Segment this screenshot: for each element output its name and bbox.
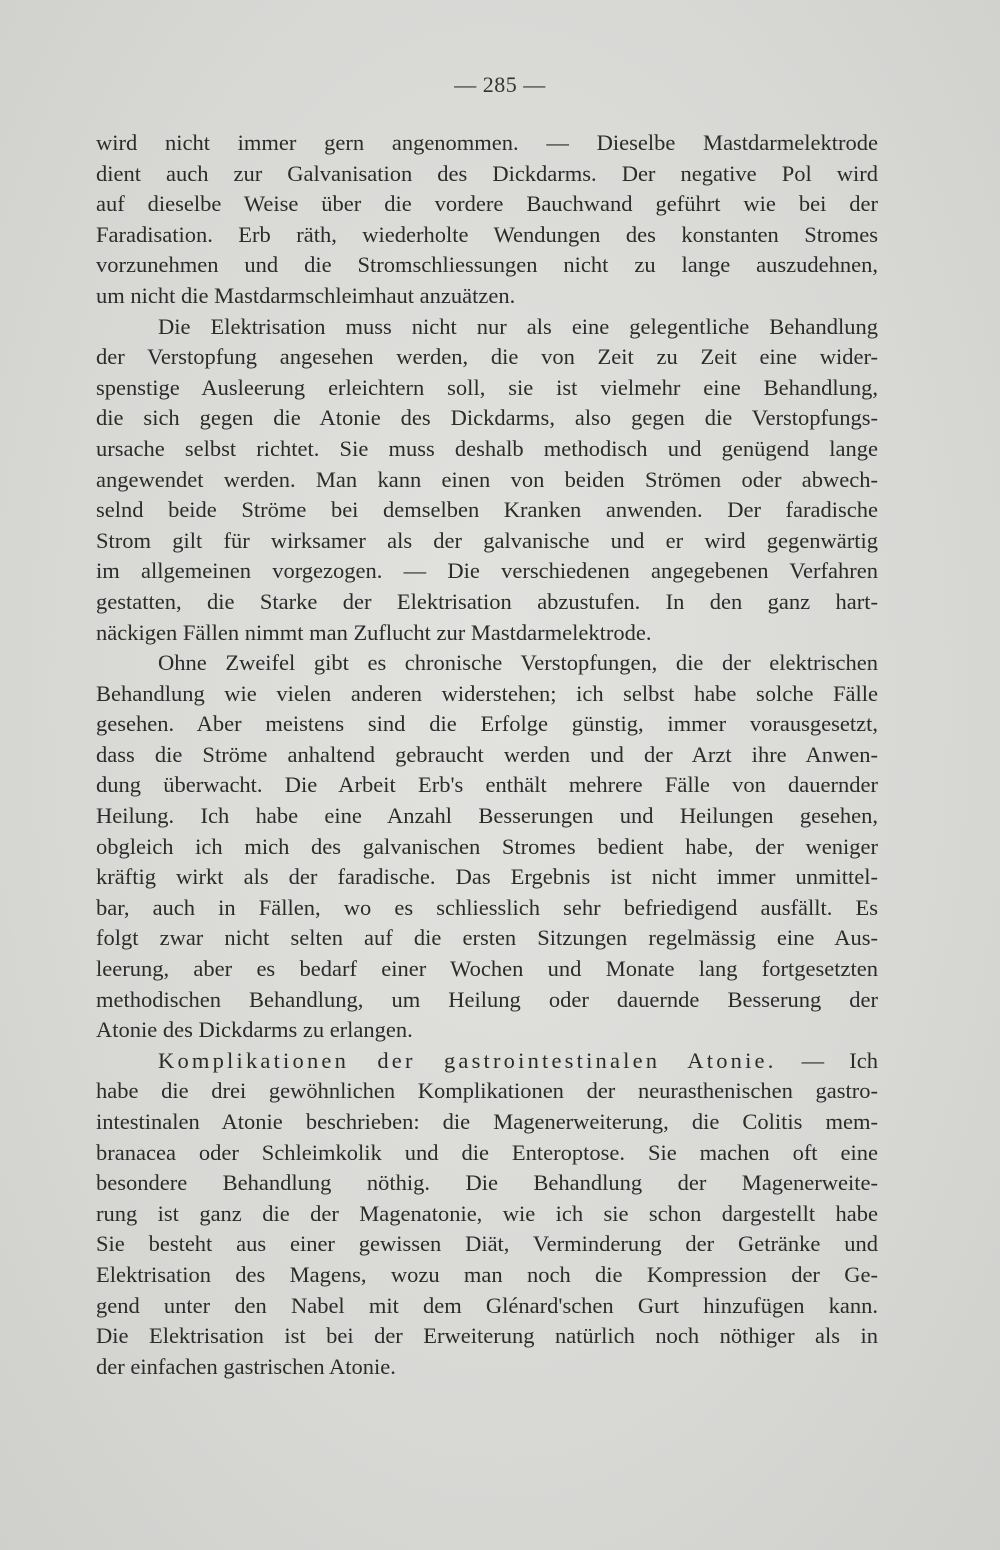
paragraph-3 [96,648,878,1046]
text-line: Heilung. Ich habe eine Anzahl Besserungen und Heilungen gesehen, [96,803,878,829]
body-text [96,128,878,1382]
text-line: angewendet werden. Man kann einen von beiden Strömen oder abwech- [96,466,878,492]
text-line: folgt zwar nicht selten auf die ersten Sitzungen regelmässig eine Aus- [96,925,878,951]
text-line: dass die Ströme anhaltend gebraucht werden und der Arzt ihre Anwen- [96,741,878,767]
text-line: methodischen Behandlung, um Heilung oder dauernde Besserung der [96,986,878,1012]
text-line: branacea oder Schleimkolik und die Enteroptose. Sie machen oft eine [96,1139,878,1165]
text-line: wird nicht immer gern angenommen. — Dieselbe Mastdarmelektrode [96,130,878,155]
text-line: habe die drei gewöhnlichen Komplikationen der neurasthenischen gastro- [96,1078,878,1104]
text-line: Ohne Zweifel gibt es chronische Verstopfungen, die der elektrischen [158,650,878,676]
paragraph-2 [96,312,878,649]
text-line: bar, auch in Fällen, wo es schliesslich sehr befriedigend ausfällt. Es [96,894,878,920]
text-line: Faradisation. Erb räth, wiederholte Wendungen des konstanten Stromes [96,221,878,247]
text-line: die sich gegen die Atonie des Dickdarms, also gegen die Verstopfungs- [96,405,878,431]
text-line: besondere Behandlung nöthig. Die Behandlung der Magenerweite- [96,1170,878,1196]
text-line: Die Elektrisation muss nicht nur als eine gelegentliche Behandlung [158,313,878,339]
text-line: Atonie des Dickdarms zu erlangen. [96,1017,413,1043]
text-line: im allgemeinen vorgezogen. — Die verschiedenen angegebenen Verfahren [96,558,878,584]
text-line: dung überwacht. Die Arbeit Erb's enthält mehrere Fälle von dauernder [96,772,878,798]
text-line: Elektrisation des Magens, wozu man noch die Kompression der Ge- [96,1261,878,1287]
text-line: selnd beide Ströme bei demselben Kranken anwenden. Der faradische [96,497,878,523]
text-line: gend unter den Nabel mit dem Glénard'schen Gurt hinzufügen kann. [96,1292,878,1318]
text-line: Sie besteht aus einer gewissen Diät, Verminderung der Getränke und [96,1231,878,1257]
text-line: obgleich ich mich des galvanischen Stromes bedient habe, der weniger [96,833,878,859]
text-line: Behandlung wie vielen anderen widerstehen; ich selbst habe solche Fälle [96,680,878,706]
text-line: vorzunehmen und die Stromschliessungen nicht zu lange auszudehnen, [96,252,878,278]
paragraph-1 [96,128,878,312]
paragraph-4 [96,1046,878,1383]
text-line: um nicht die Mastdarmschleimhaut anzuätzen. [96,282,516,308]
text-line: spenstige Ausleerung erleichtern soll, sie ist vielmehr eine Behandlung, [96,374,878,400]
text-line: dient auch zur Galvanisation des Dickdarms. Der negative Pol wird [96,160,878,186]
text-line: gestatten, die Starke der Elektrisation abzustufen. In den ganz hart- [96,588,878,614]
heading-line [96,1046,878,1077]
text-line: Strom gilt für wirksamer als der galvanische und er wird gegenwärtig [96,527,878,553]
text-line: rung ist ganz die der Magenatonie, wie ich sie schon dargestellt habe [96,1200,878,1226]
heading-continuation: — Ich [776,1047,878,1073]
text-line: intestinalen Atonie beschrieben: die Magenerweiterung, die Colitis mem- [96,1109,878,1134]
text-line: der einfachen gastrischen Atonie. [96,1353,396,1379]
text-line: näckigen Fällen nimmt man Zuflucht zur Mastdarmelektrode. [96,619,652,645]
text-line: Die Elektrisation ist bei der Erweiterung natürlich noch nöthiger als in [96,1323,878,1349]
text-line: leerung, aber es bedarf einer Wochen und Monate lang fortgesetzten [96,956,878,982]
text-line: gesehen. Aber meistens sind die Erfolge günstig, immer vorausgesetzt, [96,711,878,737]
text-line: der Verstopfung angesehen werden, die von Zeit zu Zeit eine wider- [96,344,878,370]
text-line: kräftig wirkt als der faradische. Das Ergebnis ist nicht immer unmittel- [96,864,878,890]
text-line: auf dieselbe Weise über die vordere Bauchwand geführt wie bei der [96,191,878,217]
text-line: ursache selbst richtet. Sie muss deshalb methodisch und genügend lange [96,435,878,461]
section-heading: Komplikationen der gastrointestinalen Atonie. [158,1047,777,1073]
page-number: — 285 — [454,72,546,97]
